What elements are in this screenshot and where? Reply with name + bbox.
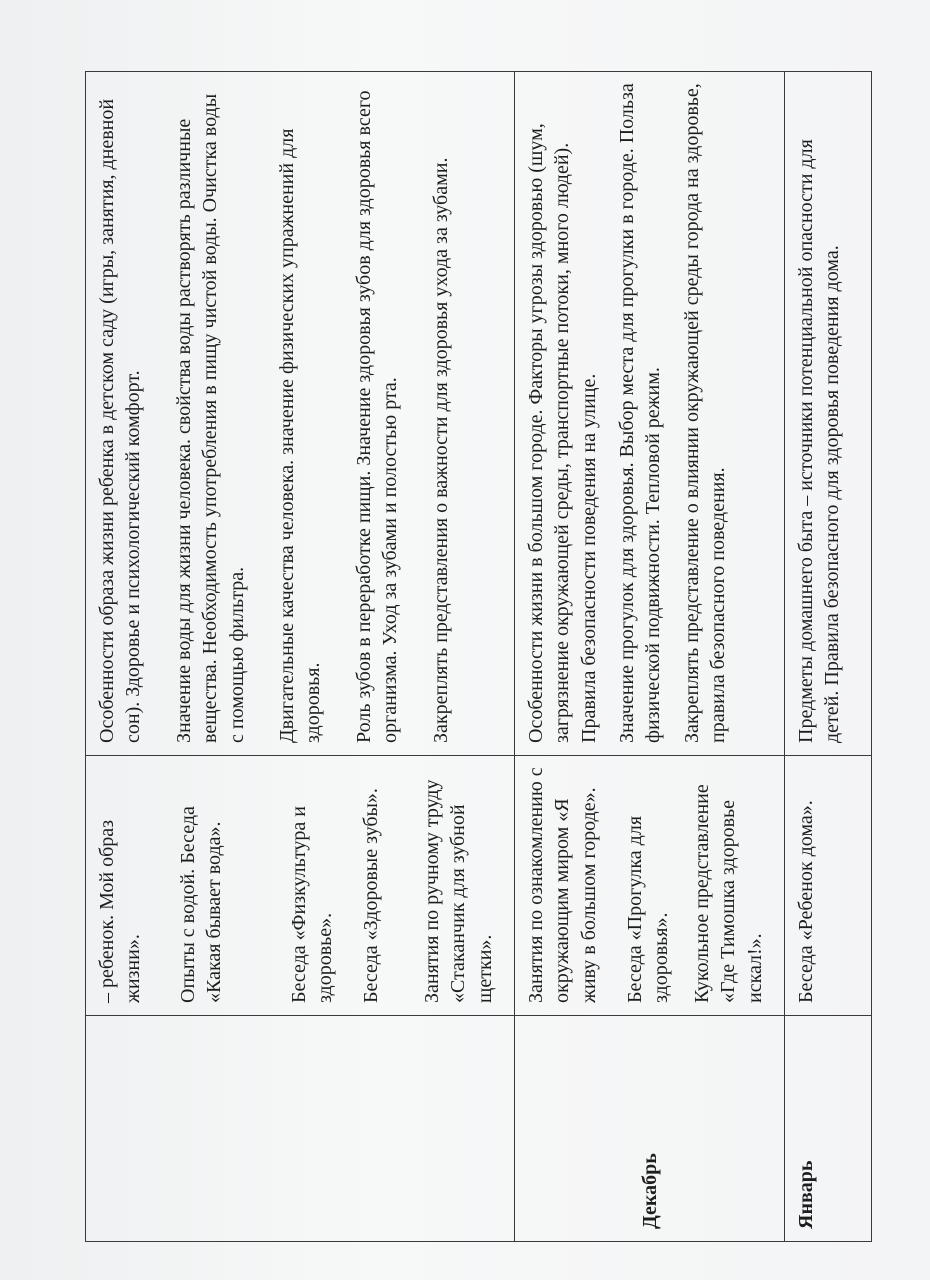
description-item: Значение воды для жизни человека. свойства воды растворять различные вещества. Необходимость употребления в пищу чистой воды. Очистка воды с помощью фильтра. (172, 93, 248, 743)
table-row (514, 72, 784, 1242)
health-education-plan-table (85, 71, 872, 1242)
activity-item: Опыты с водой. Беседа «Какая бывает вода». (176, 806, 226, 1003)
description-item: Роль зубов в переработке пищи. Значение здоровья зубов для здоровья всего организма. Уход за зубами и полостью рта. (352, 90, 402, 743)
activity-item: Кукольное представление «Где Тимошка здоровье искал!». (690, 784, 766, 1003)
description-cell (86, 72, 515, 756)
table-row (86, 72, 515, 1242)
month-cell: Январь (785, 1016, 872, 1242)
activity-item: Беседа «Здоровые зубы». (360, 788, 383, 1003)
activities-cell (785, 756, 872, 1016)
description-item: Закреплять представления о важности для здоровья ухода за зубами. (429, 157, 452, 743)
description-cell (785, 72, 872, 756)
table-row (785, 72, 872, 1242)
month-cell: Декабрь (514, 1016, 784, 1242)
activity-item: Беседа «Ребенок дома». (795, 800, 818, 1003)
activities-cell (86, 756, 515, 1016)
description-item: Особенности жизни в большом городе. Факторы угрозы здоровью (шум, загрязнение окружающей среды, транспортные потоки, много людей). Правила безопасности поведения на улице. (524, 123, 600, 743)
activity-item: Беседа «Физкультура и здоровье». (287, 805, 336, 1003)
description-item: Двигательные качества человека. значение физических упражнений для здоровья. (275, 128, 325, 743)
activity-item: Занятия по ручному труду «Стаканчик для зубной щетки». (420, 779, 496, 1003)
activity-item: Занятия по ознакомлению с окружающим миром «Я живу в большом городе». (524, 767, 600, 1003)
month-cell (86, 1016, 515, 1242)
activity-item: – ребенок. Мой образ жизни». (96, 819, 145, 1003)
description-item: Предметы домашнего быта – источники потенциальной опасности для детей. Правила безопасного для здоровья поведения дома. (795, 139, 844, 743)
description-item: Значение прогулок для здоровья. Выбор места для прогулки в городе. Польза физической подвижности. Тепловой режим. (616, 83, 665, 743)
activity-item: Беседа «Прогулка для здоровья». (624, 815, 673, 1003)
description-item: Особенности образа жизни ребенка в детском саду (игры, занятия, дневной сон). Здоровье и психологический комфорт. (96, 98, 145, 743)
activities-cell (514, 756, 784, 1016)
description-cell (514, 72, 784, 756)
rotated-table-container (85, 72, 847, 1242)
description-item: Закреплять представление о влиянии окружающей среды города на здоровье, правила безопасного поведения. (680, 83, 730, 743)
